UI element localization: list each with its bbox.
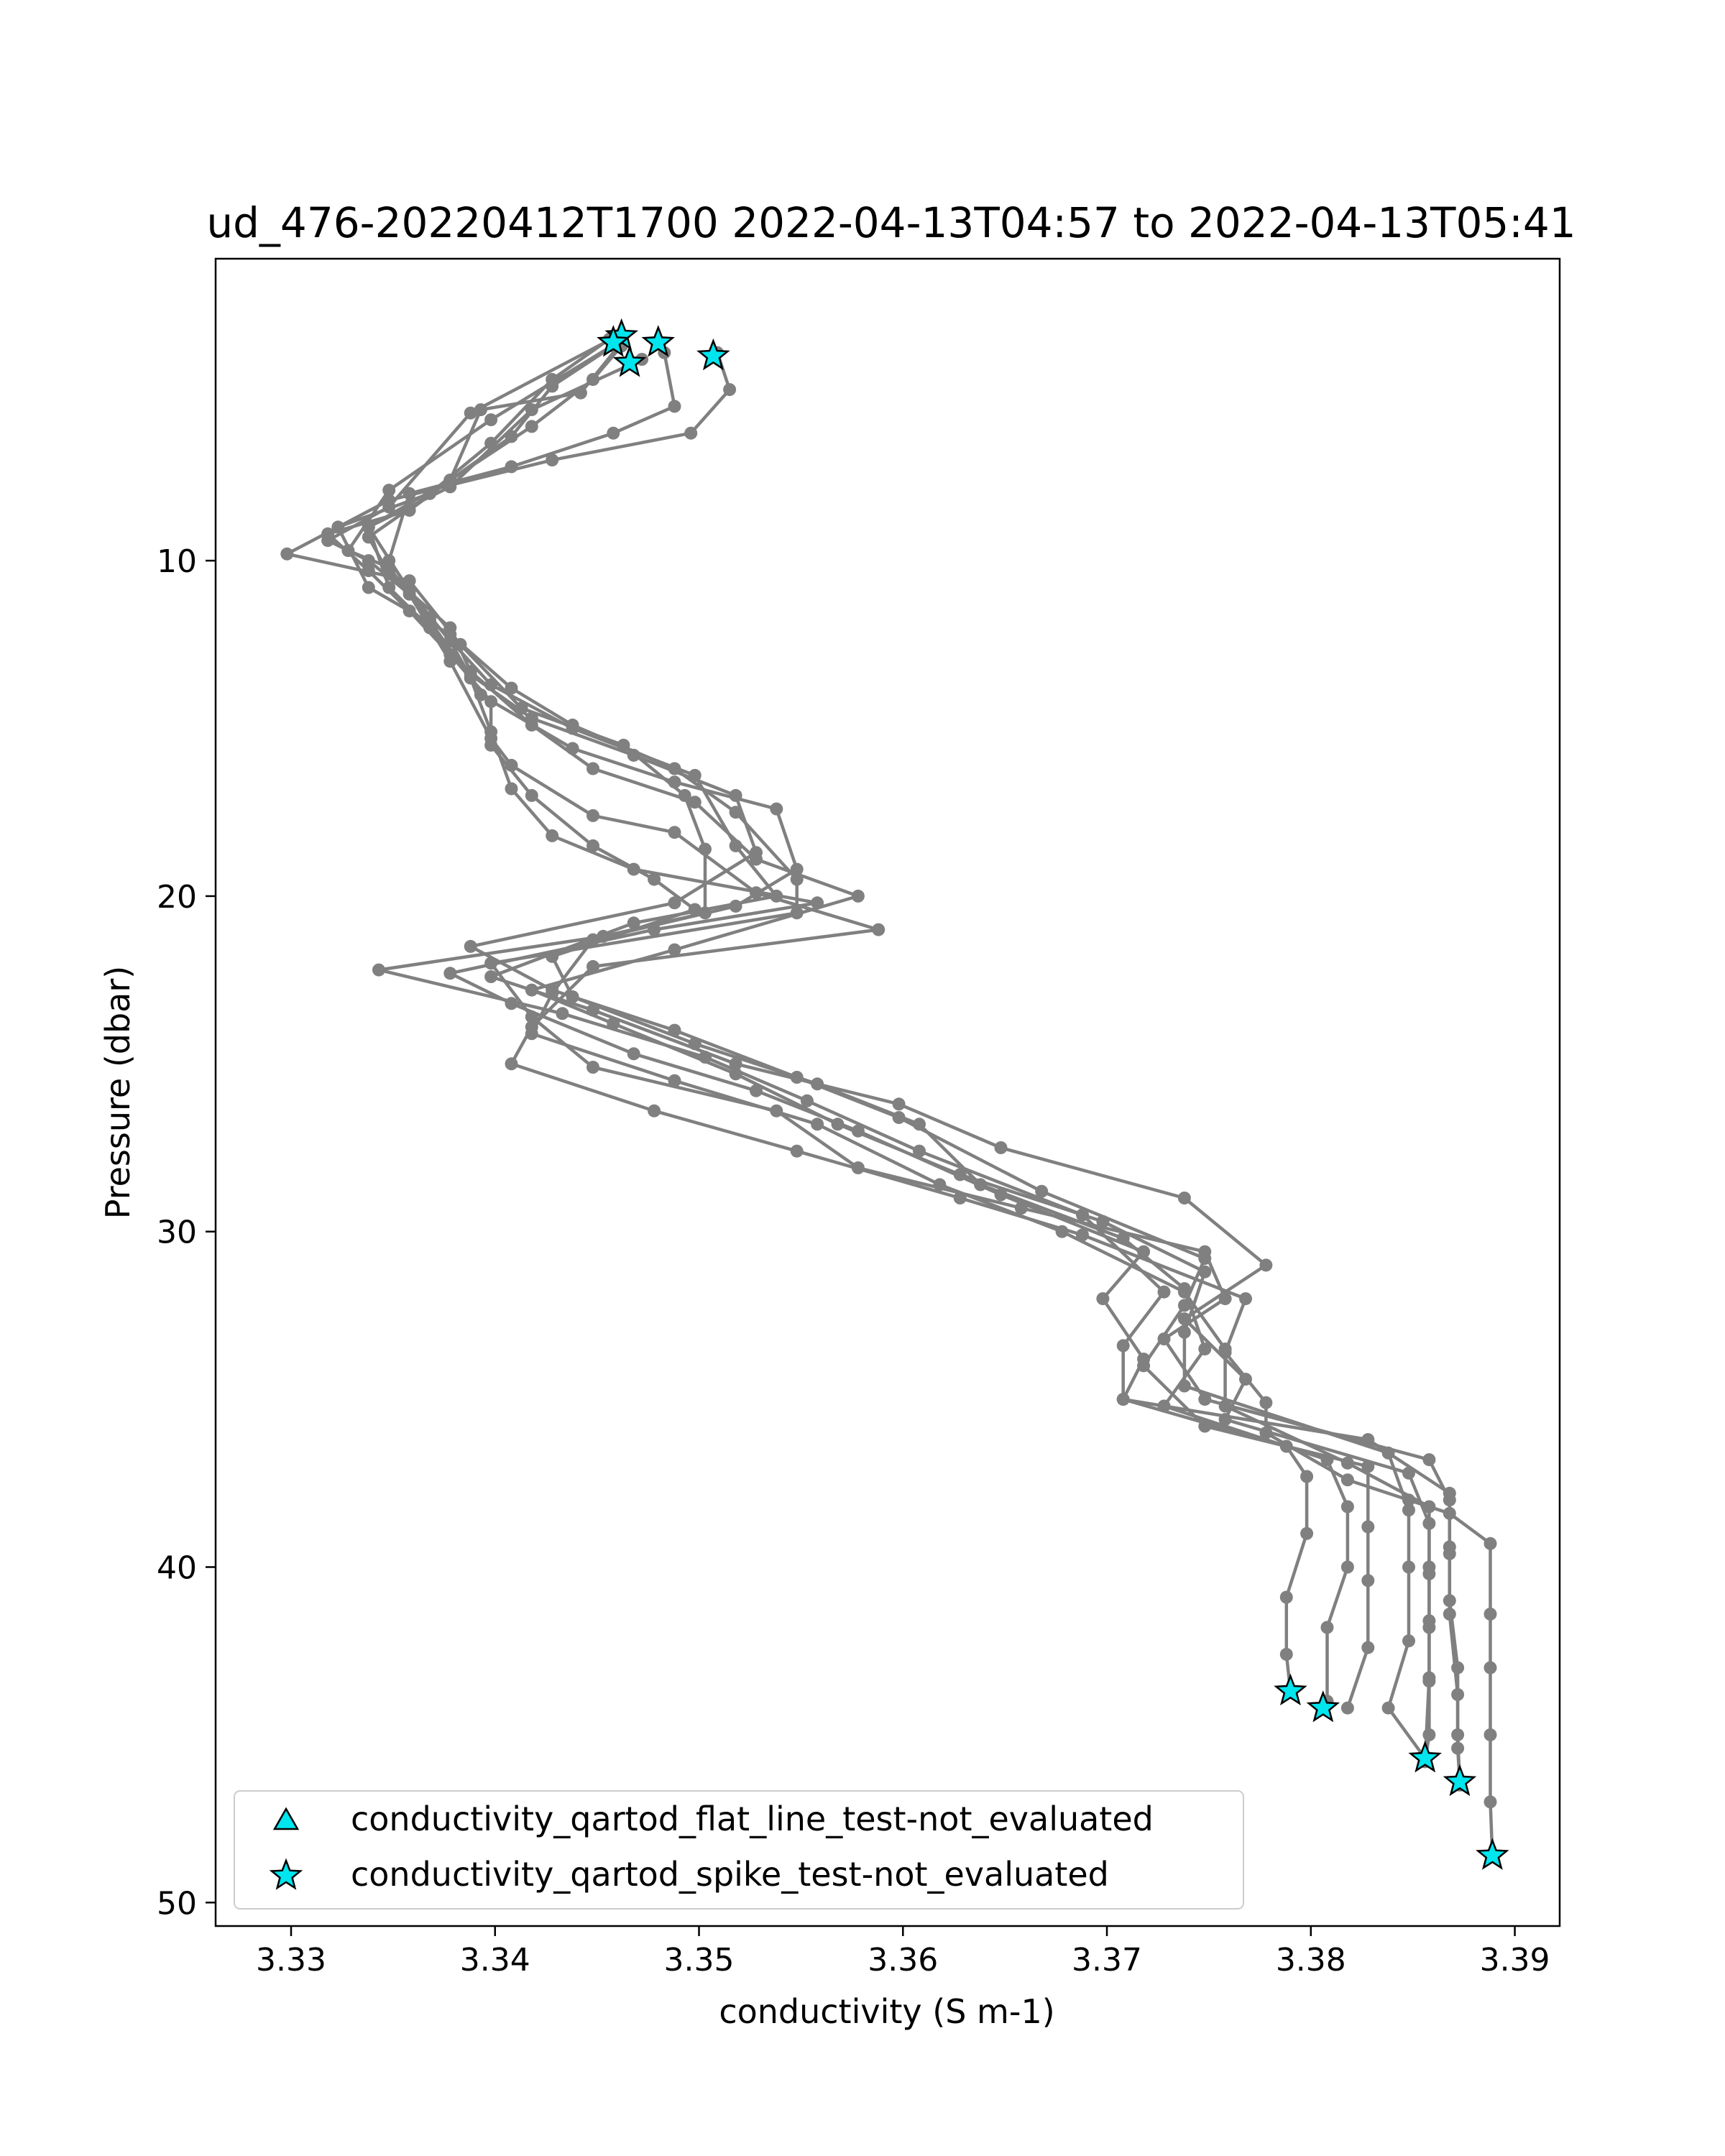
data-point xyxy=(684,427,697,440)
data-point xyxy=(689,796,702,808)
data-point xyxy=(372,964,385,977)
data-point xyxy=(1484,1608,1497,1621)
data-point xyxy=(1117,1339,1130,1352)
data-point xyxy=(321,534,334,547)
data-point xyxy=(668,400,681,413)
data-point xyxy=(443,635,456,648)
data-point xyxy=(791,1145,804,1158)
data-point xyxy=(1096,1292,1109,1305)
data-point xyxy=(1280,1648,1293,1661)
data-point xyxy=(566,742,579,755)
data-point xyxy=(1117,1393,1130,1406)
data-point xyxy=(1443,1608,1456,1621)
y-tick-label: 10 xyxy=(157,543,197,581)
y-tick-label: 20 xyxy=(157,878,197,916)
data-point xyxy=(627,863,640,876)
data-point xyxy=(464,940,477,953)
data-point xyxy=(791,863,804,876)
data-point xyxy=(750,1084,763,1097)
y-axis-label: Pressure (dbar) xyxy=(98,965,137,1220)
chart-title: ud_476-20220412T1700 2022-04-13T04:57 to 2022-04-13T05:41 xyxy=(206,198,1576,247)
data-point xyxy=(811,896,824,909)
data-point xyxy=(546,987,558,1000)
data-point xyxy=(1178,1326,1191,1339)
data-point xyxy=(1422,1728,1435,1741)
data-point xyxy=(1402,1634,1415,1647)
data-point xyxy=(586,809,599,822)
data-point xyxy=(668,896,681,909)
data-point xyxy=(607,1017,620,1030)
data-point xyxy=(1382,1447,1395,1460)
data-point xyxy=(1451,1742,1464,1755)
data-point xyxy=(770,803,783,816)
data-point xyxy=(1198,1266,1211,1279)
data-point xyxy=(505,759,518,772)
data-point xyxy=(872,923,885,936)
data-point xyxy=(1361,1574,1374,1587)
x-tick-label: 3.39 xyxy=(1479,1942,1550,1978)
data-point xyxy=(1219,1400,1232,1413)
data-point xyxy=(484,732,497,745)
data-point xyxy=(1443,1547,1456,1560)
data-point xyxy=(586,960,599,973)
data-point xyxy=(525,1027,538,1040)
data-point xyxy=(1096,1215,1109,1228)
data-point xyxy=(1198,1245,1211,1258)
data-point xyxy=(1484,1537,1497,1550)
data-point xyxy=(852,890,865,903)
data-point xyxy=(525,789,538,802)
data-point xyxy=(1422,1453,1435,1466)
data-point xyxy=(1056,1225,1069,1238)
data-point xyxy=(1178,1286,1191,1299)
data-point xyxy=(893,1111,906,1124)
data-point xyxy=(525,420,538,433)
data-point xyxy=(1321,1621,1334,1634)
data-point xyxy=(1158,1332,1171,1345)
data-point xyxy=(668,1074,681,1087)
data-point xyxy=(362,581,375,594)
data-point xyxy=(484,413,497,426)
legend-label-flat-line: conductivity_qartod_flat_line_test-not_evaluated xyxy=(351,1800,1154,1838)
data-point xyxy=(443,655,456,668)
data-point xyxy=(668,775,681,788)
data-point xyxy=(933,1178,946,1191)
data-point xyxy=(1341,1702,1354,1715)
data-point xyxy=(505,682,518,695)
x-axis-label: conductivity (S m-1) xyxy=(719,1992,1055,2031)
data-point xyxy=(505,783,518,796)
data-point xyxy=(546,829,558,842)
data-point xyxy=(1280,1591,1293,1604)
data-point xyxy=(668,1024,681,1037)
data-point xyxy=(1341,1501,1354,1514)
data-point xyxy=(484,970,497,983)
x-tick-label: 3.36 xyxy=(868,1942,939,1978)
data-point xyxy=(1158,1286,1171,1299)
data-point xyxy=(362,554,375,567)
data-point xyxy=(723,383,736,396)
data-point xyxy=(893,1097,906,1110)
y-tick-label: 40 xyxy=(157,1549,197,1587)
data-point xyxy=(586,373,599,386)
data-point xyxy=(1137,1353,1150,1365)
data-point xyxy=(1300,1527,1313,1540)
data-point xyxy=(1259,1258,1272,1271)
data-point xyxy=(1422,1561,1435,1574)
data-point xyxy=(1219,1342,1232,1355)
data-point xyxy=(546,453,558,466)
y-tick-label: 50 xyxy=(157,1885,197,1922)
data-point xyxy=(362,520,375,533)
data-point xyxy=(1422,1674,1435,1687)
data-point xyxy=(1361,1521,1374,1534)
y-tick-label: 30 xyxy=(157,1214,197,1251)
x-tick-label: 3.33 xyxy=(256,1942,326,1978)
data-point xyxy=(1300,1470,1313,1483)
data-point xyxy=(730,900,742,913)
data-point xyxy=(730,1067,742,1080)
data-point xyxy=(1178,1380,1191,1393)
data-point xyxy=(586,934,599,946)
data-point xyxy=(1451,1688,1464,1701)
data-point xyxy=(443,967,456,980)
data-point xyxy=(627,1047,640,1060)
data-point xyxy=(280,548,293,561)
x-tick-label: 3.37 xyxy=(1072,1942,1143,1978)
data-point xyxy=(1422,1614,1435,1627)
data-point xyxy=(464,407,477,420)
data-point xyxy=(566,719,579,732)
x-tick-label: 3.34 xyxy=(459,1942,530,1978)
data-point xyxy=(995,1188,1008,1201)
x-tick-label: 3.35 xyxy=(663,1942,735,1978)
data-point xyxy=(586,763,599,775)
data-point xyxy=(505,997,518,1010)
data-point xyxy=(607,427,620,440)
data-point xyxy=(852,1125,865,1138)
data-point xyxy=(586,1061,599,1074)
data-point xyxy=(1341,1457,1354,1470)
data-point xyxy=(1484,1662,1497,1674)
data-point xyxy=(668,826,681,839)
data-point xyxy=(995,1141,1008,1154)
legend-label-spike: conductivity_qartod_spike_test-not_evaluated xyxy=(351,1855,1109,1894)
data-point xyxy=(556,1007,569,1020)
x-tick-label: 3.38 xyxy=(1275,1942,1346,1978)
data-point xyxy=(505,430,518,443)
data-point xyxy=(1341,1473,1354,1486)
data-point xyxy=(1259,1396,1272,1409)
data-point xyxy=(648,1105,661,1118)
data-point xyxy=(443,622,456,635)
data-point xyxy=(403,584,416,597)
data-point xyxy=(1402,1561,1415,1574)
data-point xyxy=(382,484,395,497)
data-point xyxy=(1178,1192,1191,1204)
data-point xyxy=(811,1118,824,1130)
data-point xyxy=(1443,1493,1456,1506)
data-point xyxy=(1341,1561,1354,1574)
data-point xyxy=(474,688,487,701)
data-point xyxy=(730,806,742,819)
data-point xyxy=(1422,1501,1435,1514)
data-point xyxy=(1239,1292,1252,1305)
data-point xyxy=(1361,1641,1374,1654)
data-point xyxy=(505,1057,518,1070)
data-point xyxy=(546,379,558,392)
data-point xyxy=(1382,1702,1395,1715)
data-point xyxy=(525,984,538,997)
legend xyxy=(234,1791,1243,1909)
data-point xyxy=(1443,1507,1456,1520)
data-point xyxy=(1484,1728,1497,1741)
data-point xyxy=(750,853,763,866)
data-point xyxy=(1484,1795,1497,1808)
data-point xyxy=(668,763,681,775)
data-point xyxy=(443,474,456,487)
